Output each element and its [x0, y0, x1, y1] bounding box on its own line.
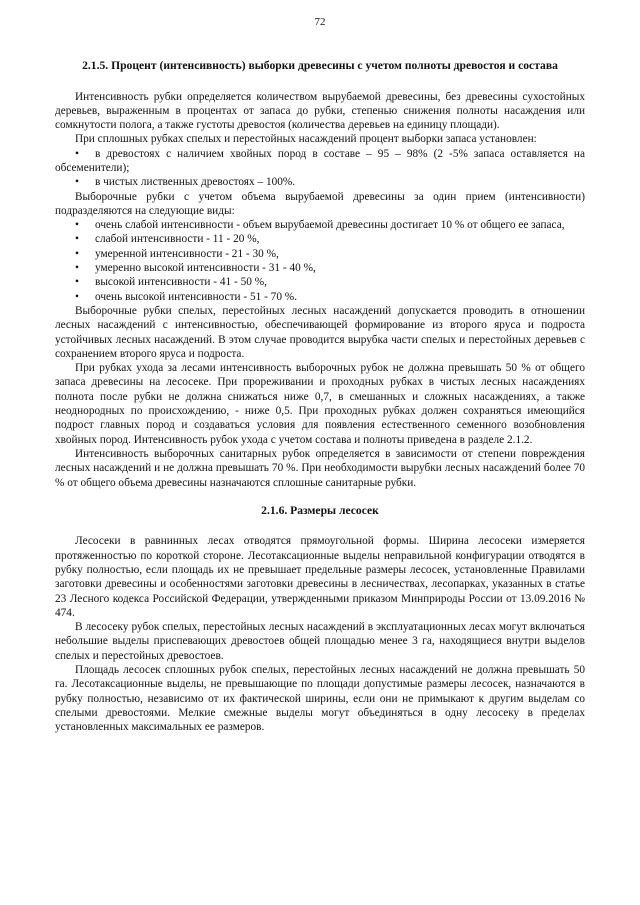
list-item: • умеренной интенсивности - 21 - 30 %,: [55, 247, 585, 261]
section-heading-2-1-5: 2.1.5. Процент (интенсивность) выборки древесины с учетом полноты древостоя и состава: [82, 59, 558, 72]
cutting-percentage-list: [55, 147, 585, 190]
list-item: • высокой интенсивности - 41 - 50 %,: [55, 275, 585, 289]
paragraph: Интенсивность рубки определяется количеством вырубаемой древесины, без древесины сухостойных деревьев, выраженным в процентах от запаса до рубки, степенью снижения полноты насаждения или сомкнутости полога, а также густоты древостоя (количества деревьев на единицу площади).: [55, 90, 585, 132]
list-item: • в чистых лиственных древостоях – 100%.: [55, 175, 585, 189]
list-item: • слабой интенсивности - 11 - 20 %,: [55, 232, 585, 246]
paragraph: Площадь лесосек сплошных рубок спелых, перестойных лесных насаждений не должна превышать 50 га. Лесотаксационные выделы, не превышающие по площади допустимые размеры лесосек, назначаются в рубку полностью, независимо от их фактической ширины, если они не примыкают к другим выделам со спелыми древостоями. Мелкие смежные выделы могут объединяться в одну лесосеку в пределах установленных максимальных ее размеров.: [55, 663, 585, 734]
paragraph: Интенсивность выборочных санитарных рубок определяется в зависимости от степени повреждения лесных насаждений и не должна превышать 70 %. При необходимости вырубки лесных насаждений более 70 % от общего объема древесины назначаются сплошные санитарные рубки.: [55, 447, 585, 489]
list-item: • очень слабой интенсивности - объем вырубаемой древесины достигает 10 % от общего ее запаса,: [55, 218, 585, 232]
paragraph: При рубках ухода за лесами интенсивность выборочных рубок не должна превышать 50 % от общего запаса древесины на лесосеке. При прореживании и проходных рубках в чистых лесных насаждениях полнота после рубки не должна снижаться ниже 0,7, в смешанных и сложных насаждениях, а также неоднородных по происхождению, - ниже 0,5. При проходных рубках должен сохраняться имеющийся подрост главных пород и создаваться условия для появления естественного семенного возобновления хвойных пород. Интенсивность рубок ухода с учетом состава и полноты приведена в разделе 2.1.2.: [55, 362, 585, 446]
paragraph: Выборочные рубки с учетом объема вырубаемой древесины за один прием (интенсивности) подразделяются на следующие виды:: [55, 190, 585, 217]
paragraph: При сплошных рубках спелых и перестойных насаждений процент выборки запаса установлен:: [75, 133, 537, 146]
page-number: 72: [314, 16, 326, 28]
list-item: • очень высокой интенсивности - 51 - 70 %.: [55, 290, 585, 304]
paragraph: Лесосеки в равнинных лесах отводятся прямоугольной формы. Ширина лесосеки измеряется протяженностью по короткой стороне. Лесотаксационные выделы неправильной конфигурации отводятся в рубку полностью, если площадь их не превышает предельные размеры лесосек, установленные Правилами заготовки древесины и особенностями заготовки древесины в лесничествах, лесопарках, указанных в статье 23 Лесного кодекса Российской Федерации, утвержденными приказом Минприроды России от 13.09.2016 № 474.: [55, 535, 585, 619]
section-heading-2-1-6: 2.1.6. Размеры лесосек: [261, 503, 379, 517]
paragraph: Выборочные рубки спелых, перестойных лесных насаждений допускается проводить в отношении лесных насаждений с интенсивностью, обеспечивающей формирование из второго яруса и подроста устойчивых лесных насаждений. В этом случае проводится вырубка части спелых и перестойных деревьев с сохранением второго яруса и подроста.: [55, 304, 585, 360]
list-item: • умеренно высокой интенсивности - 31 - 40 %,: [55, 261, 585, 275]
intensity-list: [55, 218, 585, 304]
list-item: • в древостоях с наличием хвойных пород в составе – 95 – 98% (2 -5% запаса оставляется на обсеменители);: [55, 147, 585, 176]
paragraph: В лесосеку рубок спелых, перестойных лесных насаждений в эксплуатационных лесах могут включаться небольшие выделы приспевающих древостоев общей площадью менее 3 га, находящиеся внутри выделов спелых и перестойных древостоев.: [55, 621, 585, 662]
page-content: [55, 45, 585, 734]
